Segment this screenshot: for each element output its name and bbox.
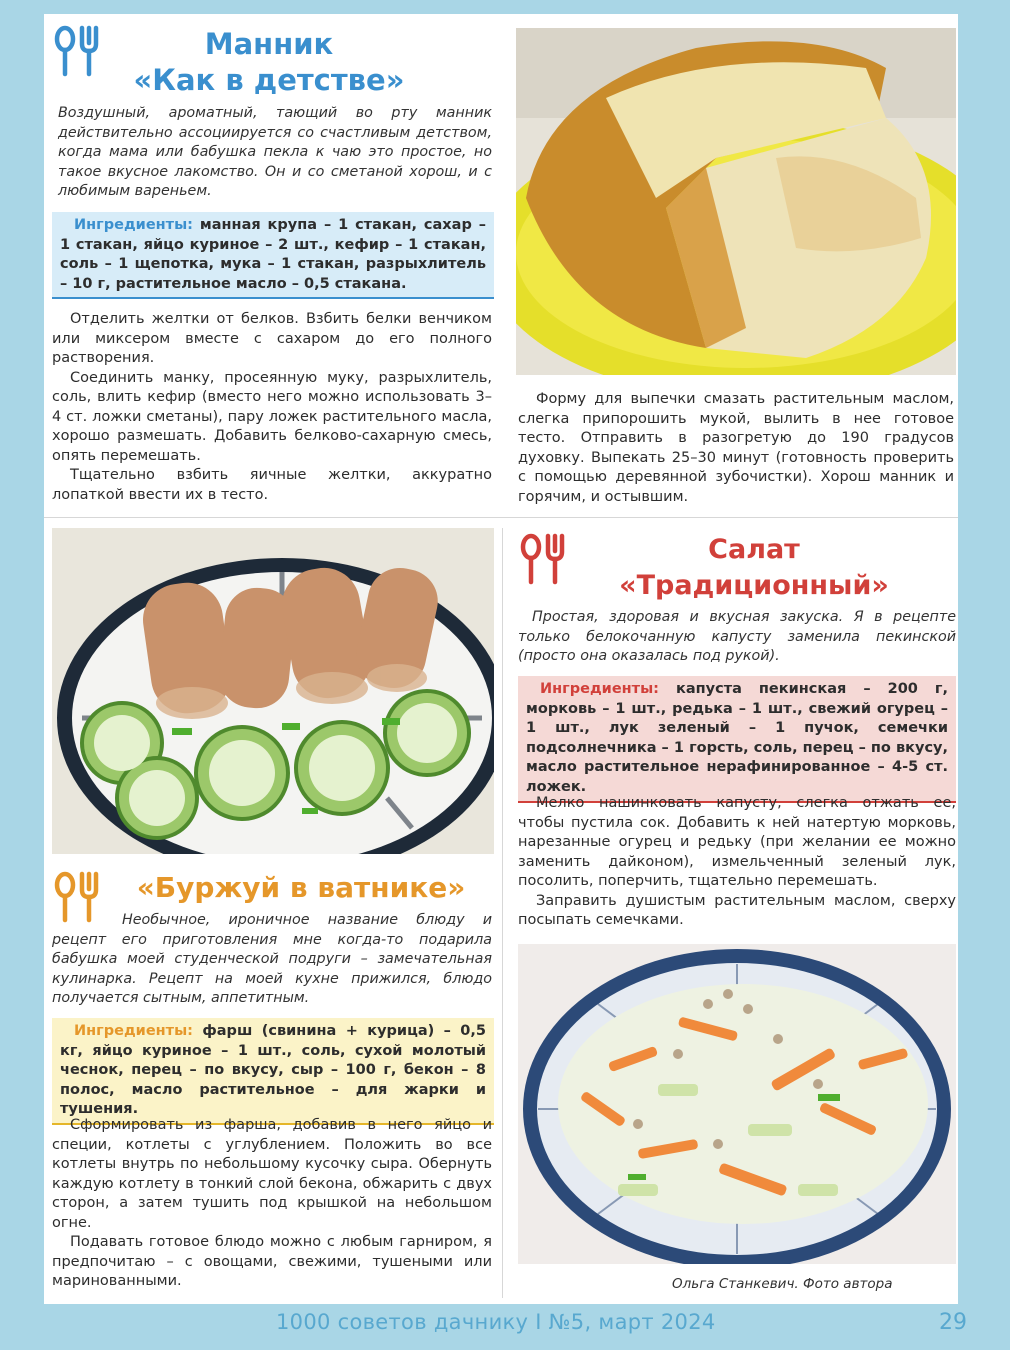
page-number: 29: [939, 1310, 967, 1335]
recipe3-title-line2: «Традиционный»: [619, 570, 889, 601]
step-paragraph: Отделить желтки от белков. Взбить белки венчиком или миксером вместе с сахаром до его полного растворения.: [52, 311, 492, 366]
ingredients-label: Ингредиенты:: [74, 1023, 193, 1039]
step-paragraph: Тщательно взбить яичные желтки, аккуратно лопаткой ввести их в тесто.: [52, 467, 492, 503]
recipe3-title-line1: Салат: [708, 534, 800, 565]
recipe1-intro: Воздушный, ароматный, тающий во рту манник действительно ассоциируется со счастливым детством, когда мама или бабушка пекла к чаю это простое, но такое вкусное лакомство. Он и со сметаной хорош, и с любимым вареньем.: [58, 105, 492, 199]
recipe2-intro: Необычное, ироничное название блюду и рецепт его приготовления мне когда-то подарила бабушка моей студенческой подруги – замечательная кулинарка. Рецепт на моей кухне прижился, блюдо получается сытным, аппетитным.: [52, 912, 492, 1006]
recipe2-title-line: «Буржуй в ватнике»: [136, 871, 466, 904]
page-footer: [44, 1308, 967, 1340]
recipe1-steps-continued: [518, 390, 954, 507]
recipe3-intro: Простая, здоровая и вкусная закуска. Я в рецепте только белокочанную капусту заменила пекинской (просто она оказалась под рукой).: [518, 609, 956, 664]
step-paragraph: Подавать готовое блюдо можно с любым гарниром, я предпочитаю – с овощами, свежими, тушеными или маринованными.: [52, 1234, 492, 1289]
ingredients-text: манная крупа – 1 стакан, сахар – 1 стакан, яйцо куриное – 2 шт., кефир – 1 стакан, соль – 1 щепотка, мука – 1 стакан, разрыхлитель – 10 г, растительное масло – 0,5 стакана.: [60, 217, 486, 292]
cake-photo: [516, 28, 956, 375]
photo-credit: Ольга Станкевич. Фото автора: [672, 1276, 893, 1292]
recipe3-title: [574, 532, 934, 604]
recipe2-title: [106, 870, 496, 906]
step-paragraph: Сформировать из фарша, добавив в него яйцо и специи, котлеты с углублением. Положить во все котлеты внутрь по небольшому кусочку сыра. Обернуть каждую котлету в тонкий слой бекона, обжарить с двух сторон, а затем тушить под крышкой на небольшом огне.: [52, 1117, 492, 1231]
recipe1-title-line2: «Как в детстве»: [133, 63, 405, 97]
ingredients-label: Ингредиенты:: [74, 217, 193, 233]
recipe2-ingredients-box: [52, 1018, 494, 1125]
step-paragraph: Заправить душистым растительным маслом, сверху посыпать семечками.: [518, 892, 956, 928]
recipe3-ingredients-box: [518, 676, 956, 803]
ingredients-label: Ингредиенты:: [540, 681, 659, 697]
ingredients-text: фарш (свинина + курица) – 0,5 кг, яйцо куриное – 1 шт., соль, сухой молотый чеснок, перец – по вкусу, сыр – 100 г, бекон – 8 полос, масло растительное – для жарки и тушения.: [60, 1023, 486, 1118]
salad-photo: [518, 944, 956, 1264]
column-divider: [502, 528, 503, 1298]
ingredients-text: капуста пекинская – 200 г, морковь – 1 шт., редька – 1 шт., свежий огурец – 1 шт., лук зеленый – 1 пучок, семечки подсолнечника – 1 горсть, соль, перец – по вкусу, масло растительное нерафинированное – 4-5 ст. ложек.: [526, 681, 948, 795]
magazine-issue: 1000 советов дачнику I №5, март 2024: [276, 1310, 716, 1334]
recipe2-steps: [52, 1116, 492, 1292]
step-paragraph: Соединить манку, просеянную муку, разрыхлитель, соль, влить кефир (вместо него можно использовать 3–4 ст. ложки сметаны), пару ложек растительного масла, хорошо размешать. Добавить белково-сахарную смесь, опять перемешать.: [52, 369, 492, 464]
recipe1-title: [104, 26, 434, 98]
recipe1-ingredients-box: [52, 212, 494, 299]
fork-spoon-icon: [52, 24, 102, 80]
recipe1-steps: [52, 310, 492, 505]
recipe1-title-line1: Манник: [204, 27, 334, 61]
step-paragraph: Мелко нашинковать капусту, слегка отжать ее, чтобы пустила сок. Добавить к ней натертую морковь, нарезанные огурец и редьку (при желании ее можно заменить дайконом), измельченный зеленый лук, посолить, поперчить, тщательно перемешать.: [518, 795, 956, 889]
rolls-photo: [52, 528, 494, 854]
magazine-page: [44, 14, 958, 1304]
step-paragraph: Форму для выпечки смазать растительным маслом, слегка припорошить мукой, вылить в нее готовое тесто. Отправить в разогретую до 190 градусов духовку. Выпекать 25–30 минут (готовность проверить с помощью деревянной зубочистки). Хорош манник и горячим, и остывшим.: [518, 391, 954, 505]
fork-spoon-icon: [518, 532, 568, 588]
recipe3-steps: [518, 794, 956, 931]
section-divider: [44, 517, 958, 518]
